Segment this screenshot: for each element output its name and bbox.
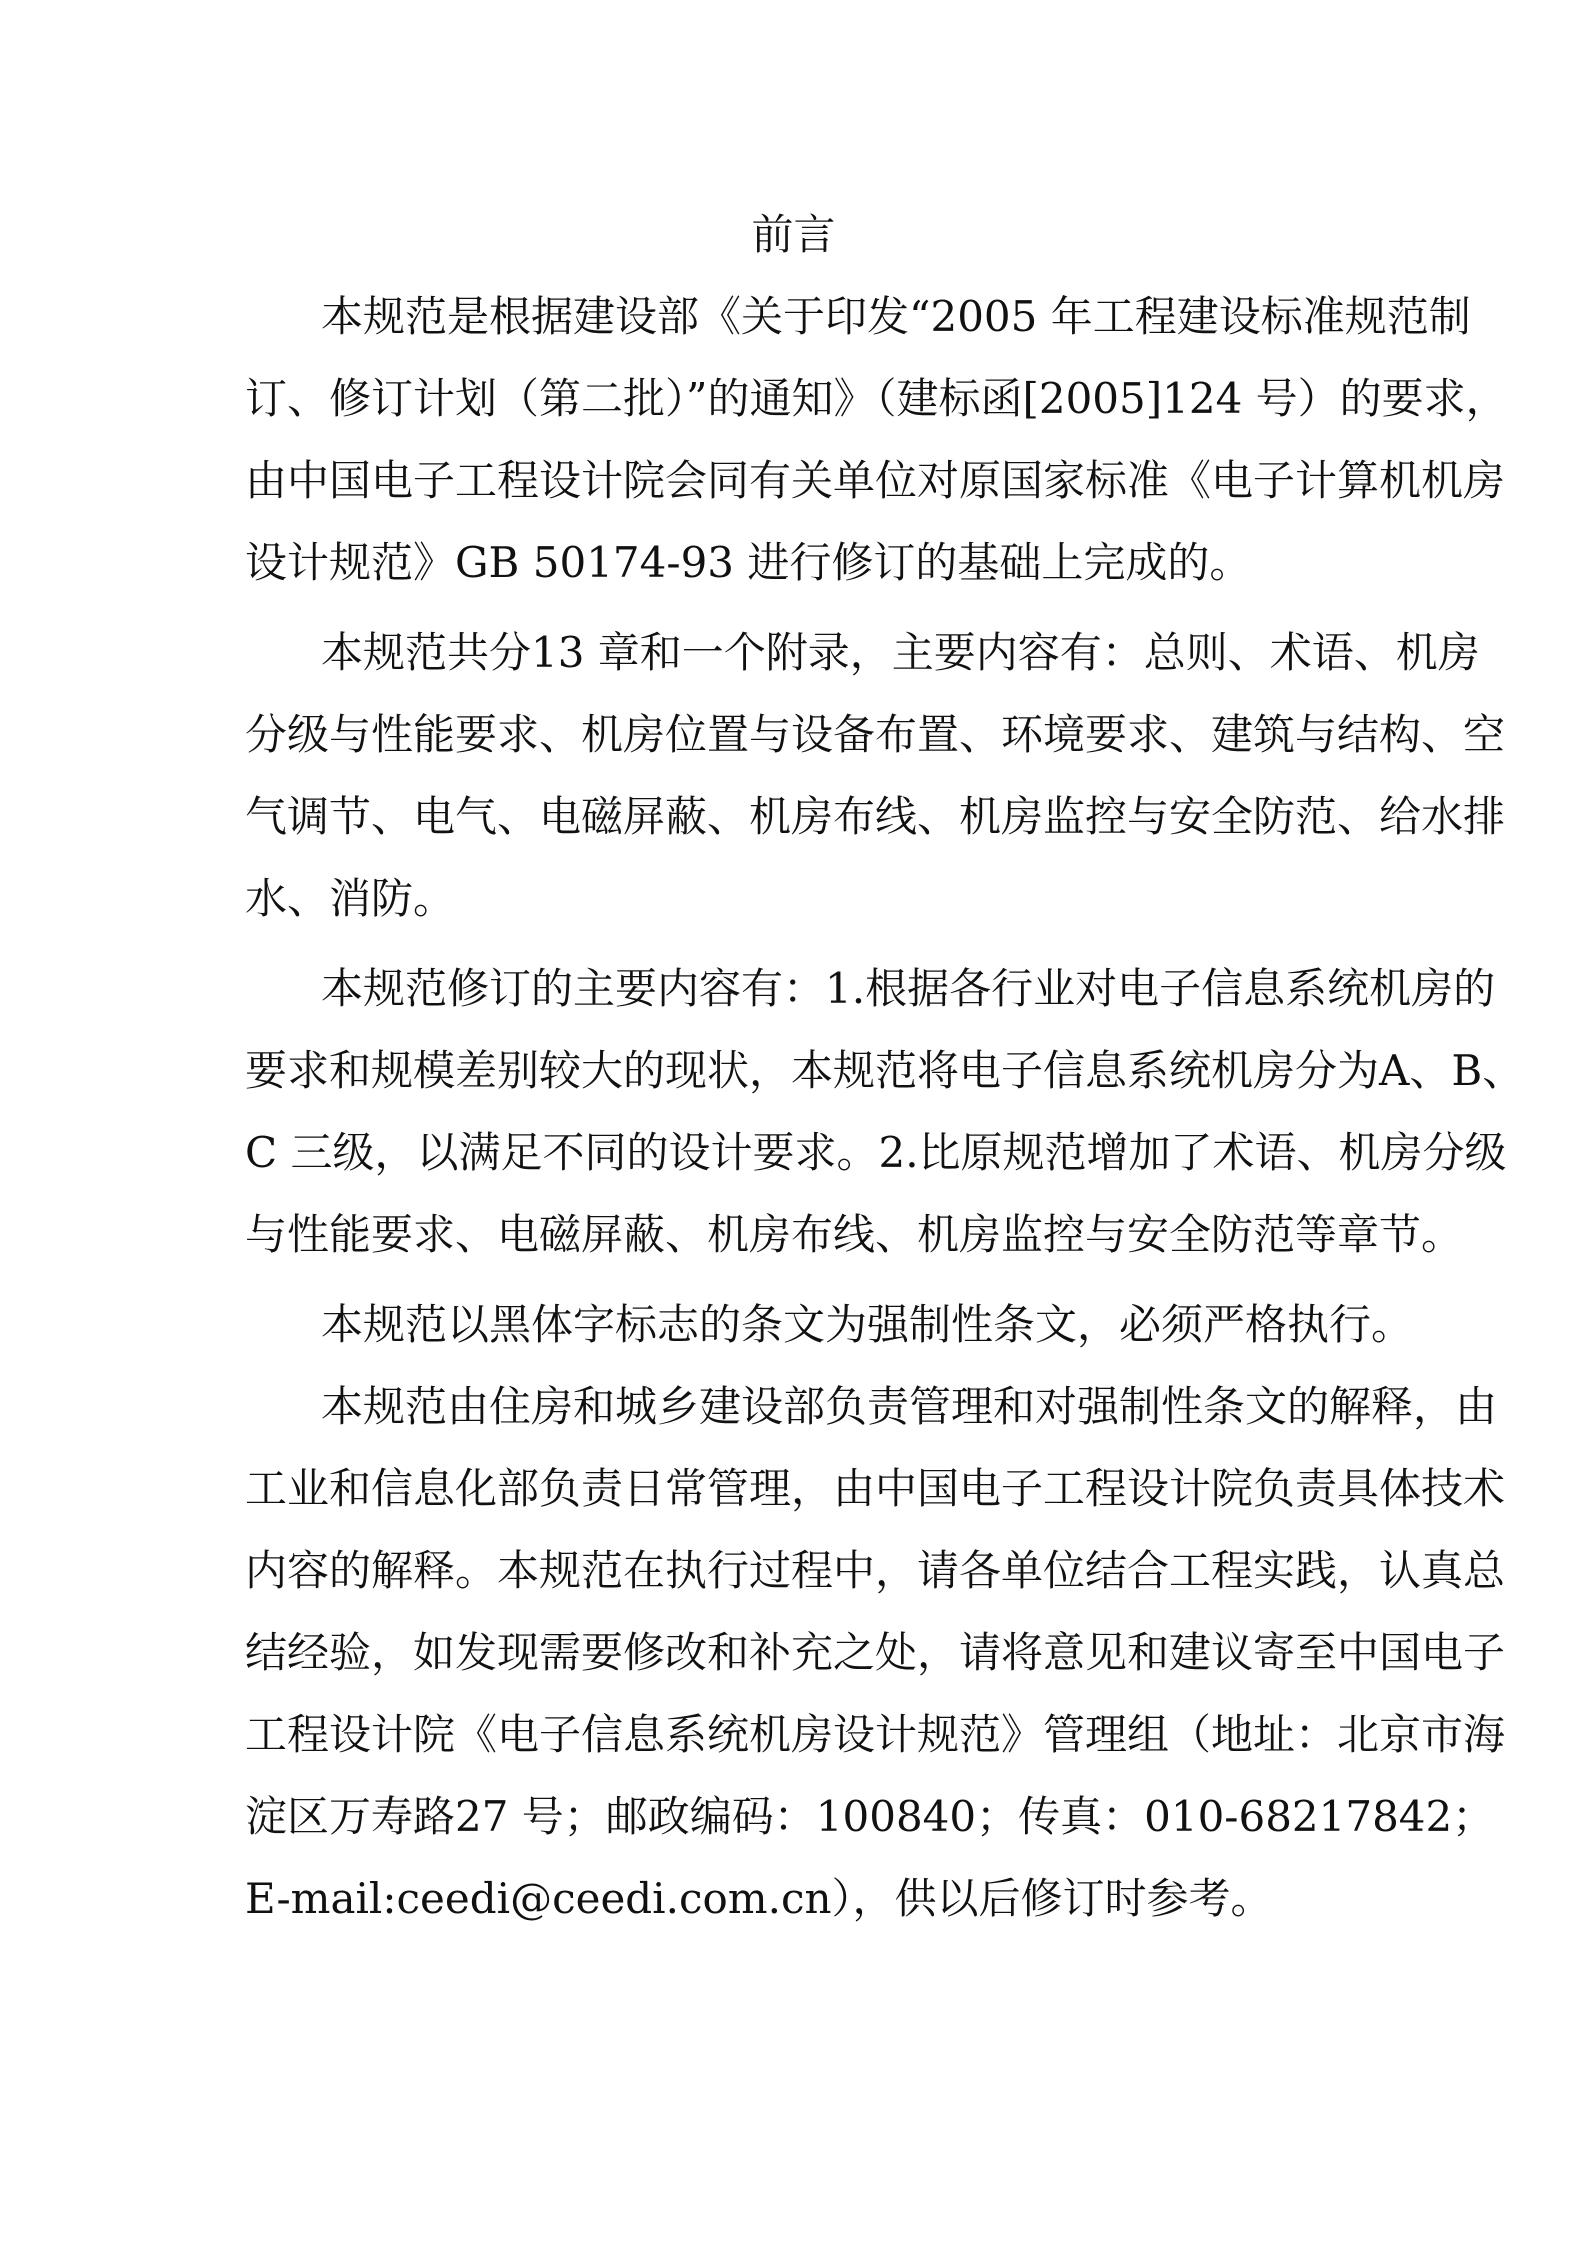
page-title: 前言 — [751, 210, 836, 259]
text-line: 本规范共分13 章和一个附录，主要内容有：总则、术语、机房 — [321, 628, 1480, 677]
text-line: 由中国电子工程设计院会同有关单位对原国家标准《电子计算机机房 — [245, 456, 1506, 505]
text-line: 与性能要求、电磁屏蔽、机房布线、机房监控与安全防范等章节。 — [245, 1210, 1464, 1259]
text-line: 本规范修订的主要内容有：1.根据各行业对电子信息系统机房的 — [321, 964, 1496, 1013]
preface-body — [245, 276, 1525, 1940]
paragraph-3 — [245, 948, 1525, 1276]
text-line: 结经验，如发现需要修改和补充之处，请将意见和建议寄至中国电子 — [245, 1628, 1506, 1677]
text-line: 设计规范》GB 50174-93 进行修订的基础上完成的。 — [245, 538, 1252, 587]
text-line: E-mail:ceedi@ceedi.com.cn），供以后修订时参考。 — [245, 1874, 1273, 1923]
paragraph-1 — [245, 276, 1508, 604]
text-line: 水、消防。 — [245, 874, 456, 923]
text-line: 要求和规模差别较大的现状，本规范将电子信息系统机房分为A、B、 — [245, 1046, 1525, 1095]
text-line: 内容的解释。本规范在执行过程中，请各单位结合工程实践，认真总 — [245, 1546, 1506, 1595]
paragraph-2 — [245, 612, 1506, 940]
text-line: 气调节、电气、电磁屏蔽、机房布线、机房监控与安全防范、给水排 — [245, 792, 1506, 841]
text-line: 本规范由住房和城乡建设部负责管理和对强制性条文的解释，由 — [321, 1382, 1498, 1431]
text-line: 淀区万寿路27 号；邮政编码：100840；传真：010-68217842； — [245, 1792, 1495, 1841]
text-line: 分级与性能要求、机房位置与设备布置、环境要求、建筑与结构、空 — [245, 710, 1506, 759]
text-line: 本规范是根据建设部《关于印发“2005 年工程建设标准规范制 — [321, 292, 1471, 341]
text-line: 本规范以黑体字标志的条文为强制性条文，必须严格执行。 — [321, 1300, 1414, 1349]
text-line: C 三级，以满足不同的设计要求。2.比原规范增加了术语、机房分级 — [245, 1128, 1507, 1177]
paragraph-4 — [245, 1284, 1414, 1366]
text-line: 工业和信息化部负责日常管理，由中国电子工程设计院负责具体技术 — [245, 1464, 1506, 1513]
text-line: 工程设计院《电子信息系统机房设计规范》管理组（地址：北京市海 — [245, 1710, 1506, 1759]
text-line: 订、修订计划（第二批）”的通知》（建标函[2005]124 号）的要求， — [245, 374, 1508, 423]
paragraph-5 — [245, 1366, 1506, 1940]
